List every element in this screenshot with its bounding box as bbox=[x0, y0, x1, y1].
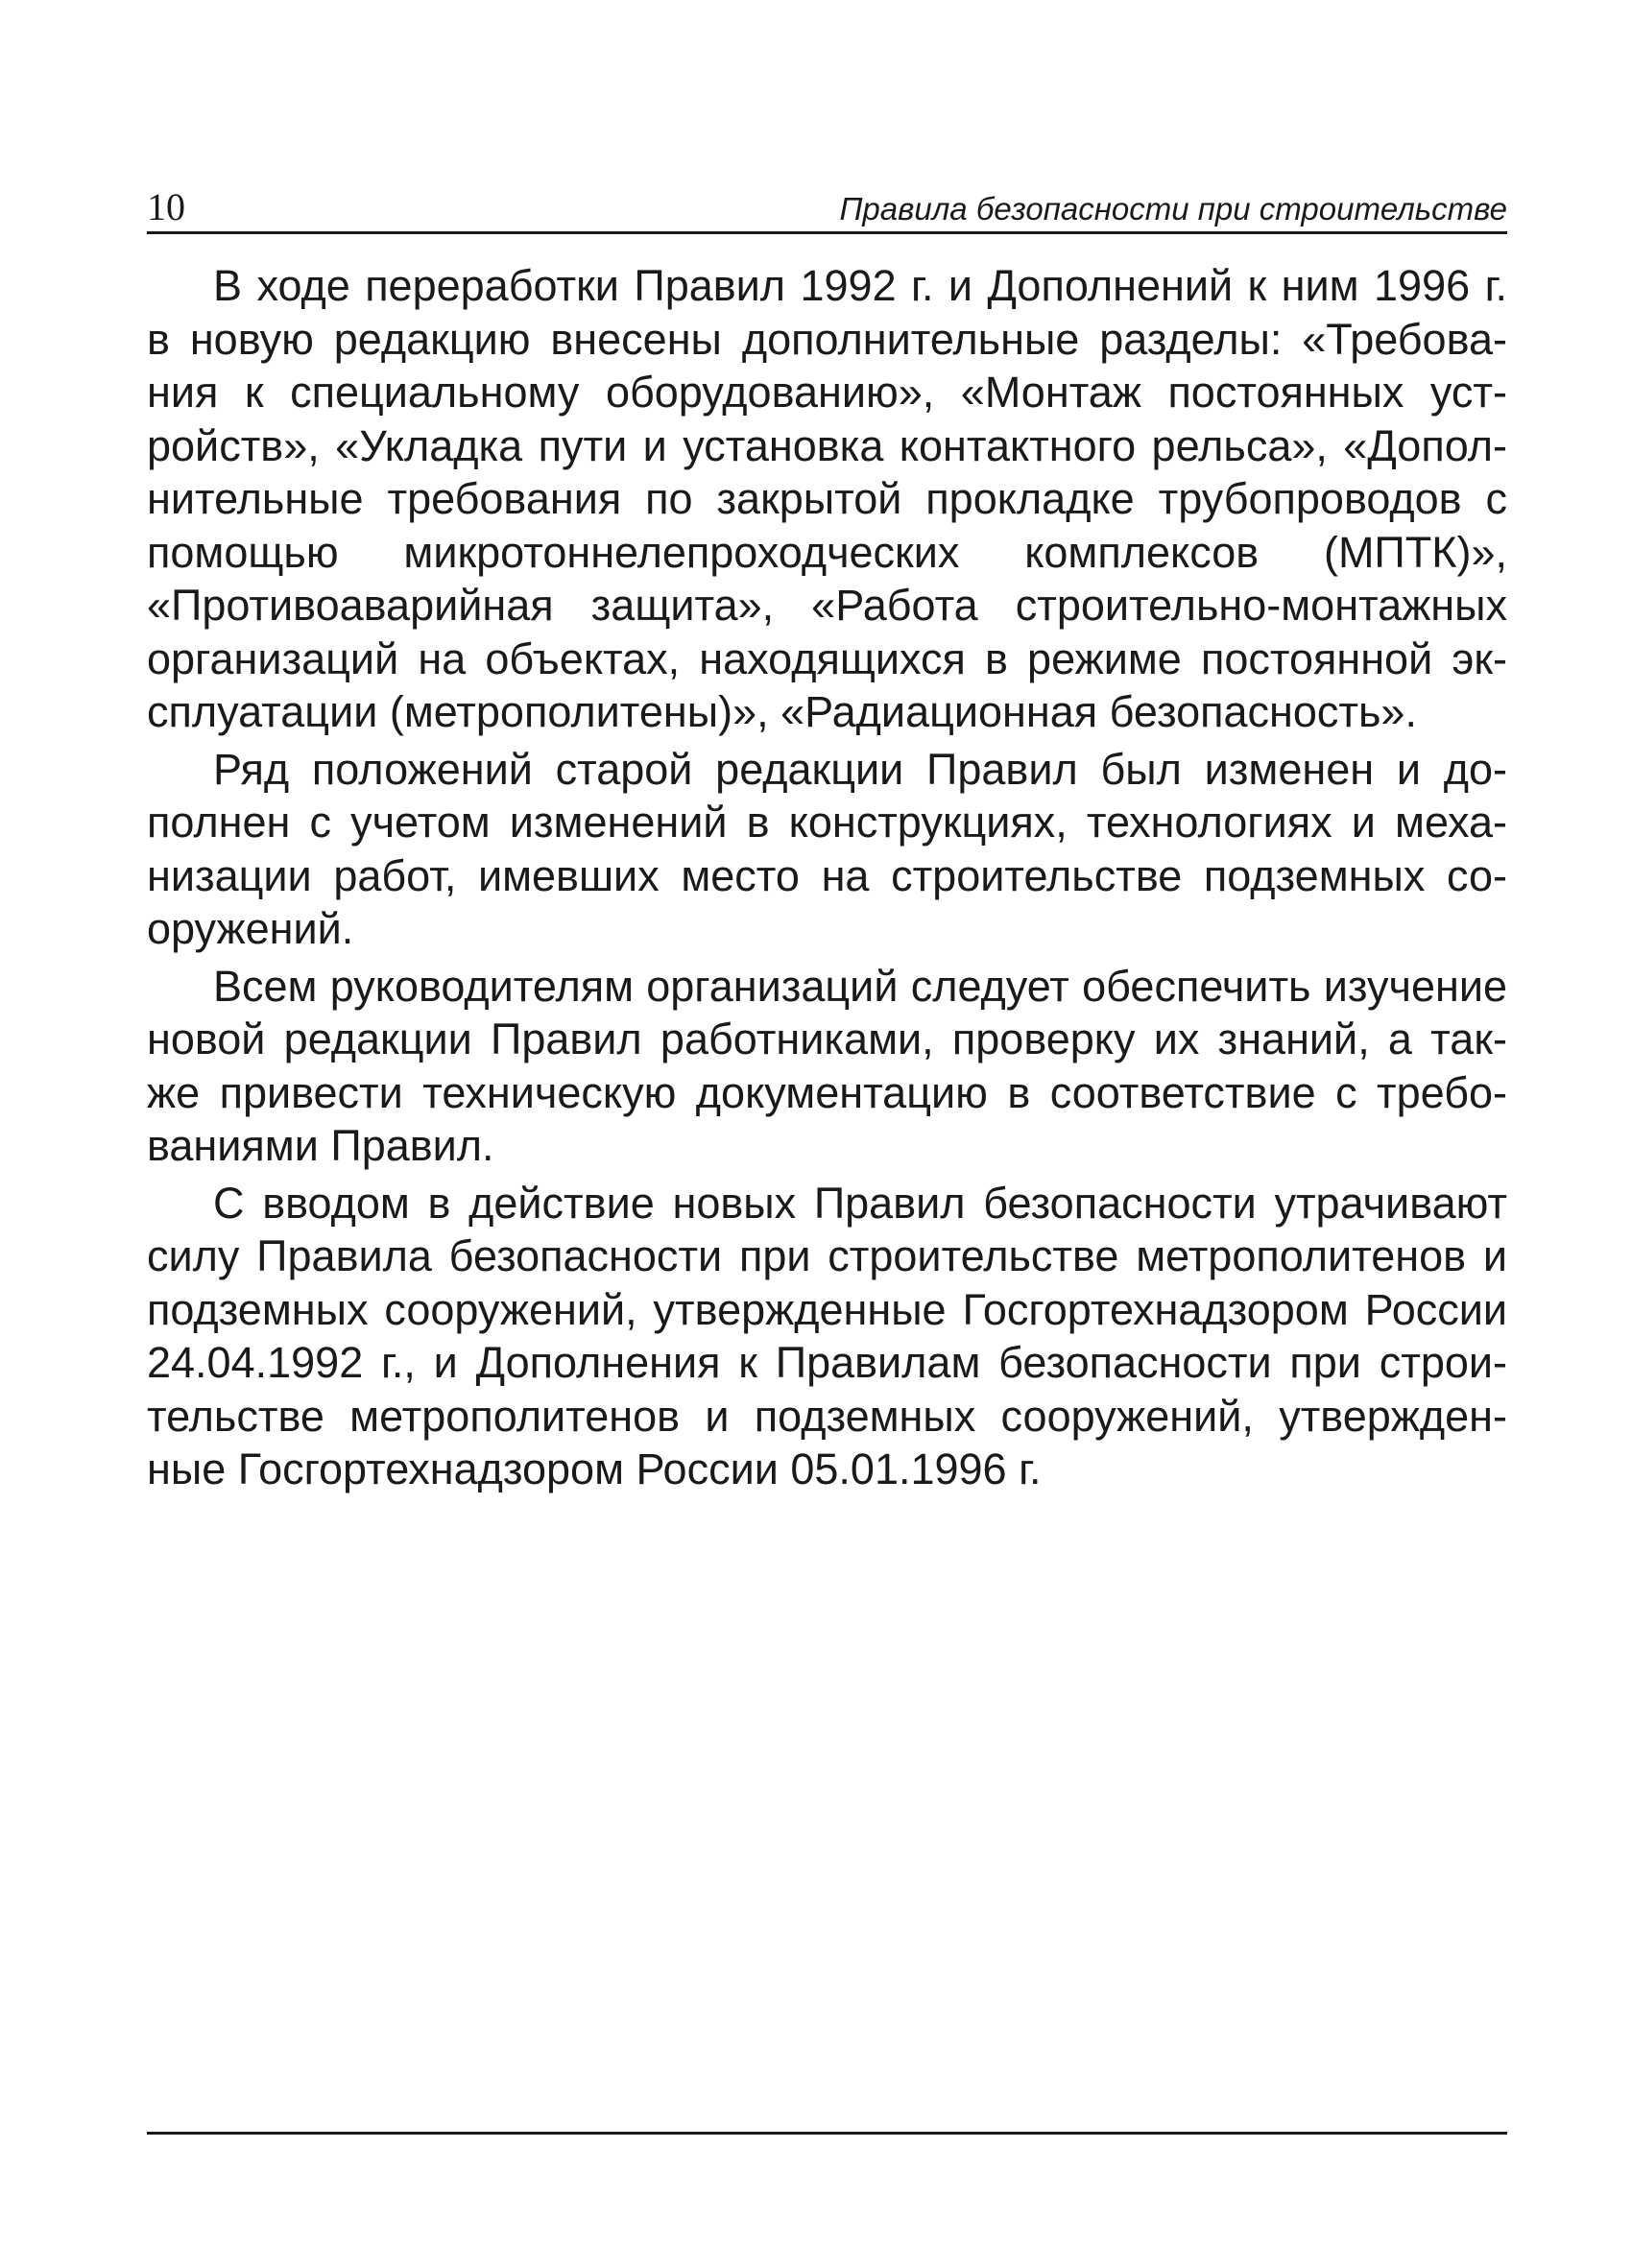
text-line: оружений. bbox=[147, 904, 354, 953]
text-line: 24.04.1992 г., и Дополнения к Правилам безопасности при строи- bbox=[147, 1338, 1507, 1387]
paragraph-1 bbox=[147, 259, 1507, 739]
text-line: нительные требования по закрытой прокладке трубопроводов с bbox=[147, 474, 1507, 523]
page-number: 10 bbox=[147, 185, 185, 228]
footer-rule bbox=[147, 2132, 1507, 2135]
text-line: подземных сооружений, утвержденные Госгортехнадзором России bbox=[147, 1284, 1507, 1334]
paragraph-3 bbox=[147, 960, 1507, 1173]
text-line: Ряд положений старой редакции Правил был изменен и до- bbox=[213, 744, 1507, 794]
text-line: ройств», «Укладка пути и установка контактного рельса», «Допол- bbox=[147, 420, 1507, 470]
text-line: С вводом в действие новых Правил безопасности утрачивают bbox=[213, 1178, 1507, 1228]
page-header bbox=[147, 180, 1507, 234]
text-line: ные Госгортехнадзором России 05.01.1996 г. bbox=[147, 1444, 1042, 1493]
header-rule bbox=[147, 231, 1507, 234]
text-line: низации работ, имевших место на строительстве подземных со- bbox=[147, 850, 1507, 900]
text-line: Всем руководителям организаций следует обеспечить изучение bbox=[213, 961, 1507, 1011]
paragraph-2 bbox=[147, 743, 1507, 956]
text-line: организаций на объектах, находящихся в режиме постоянной эк- bbox=[147, 633, 1507, 683]
running-title: Правила безопасности при строительстве bbox=[839, 191, 1507, 227]
paragraph-4 bbox=[147, 1177, 1507, 1496]
text-line: сплуатации (метрополитены)», «Радиационная безопасность». bbox=[147, 687, 1417, 736]
body-text bbox=[147, 259, 1507, 1500]
text-line: ваниями Правил. bbox=[147, 1121, 494, 1170]
text-line: новой редакции Правил работниками, проверку их знаний, а так- bbox=[147, 1015, 1507, 1063]
text-line: помощью микротоннелепроходческих комплексов (МПТК)», bbox=[147, 527, 1507, 577]
text-line: В ходе переработки Правил 1992 г. и Дополнений к ним 1996 г. bbox=[213, 261, 1507, 310]
text-line: «Противоаварийная защита», «Работа строительно-монтажных bbox=[147, 581, 1507, 630]
text-line: полнен с учетом изменений в конструкциях, технологиях и меха- bbox=[147, 798, 1507, 847]
text-line: ния к специальному оборудованию», «Монтаж постоянных уст- bbox=[147, 368, 1507, 417]
text-line: же привести техническую документацию в соответствие с требо- bbox=[147, 1067, 1507, 1117]
text-line: в новую редакцию внесены дополнительные разделы: «Требова- bbox=[147, 314, 1507, 364]
text-line: тельстве метрополитенов и подземных сооружений, утвержден- bbox=[147, 1391, 1507, 1441]
text-line: силу Правила безопасности при строительстве метрополитенов и bbox=[147, 1231, 1507, 1280]
